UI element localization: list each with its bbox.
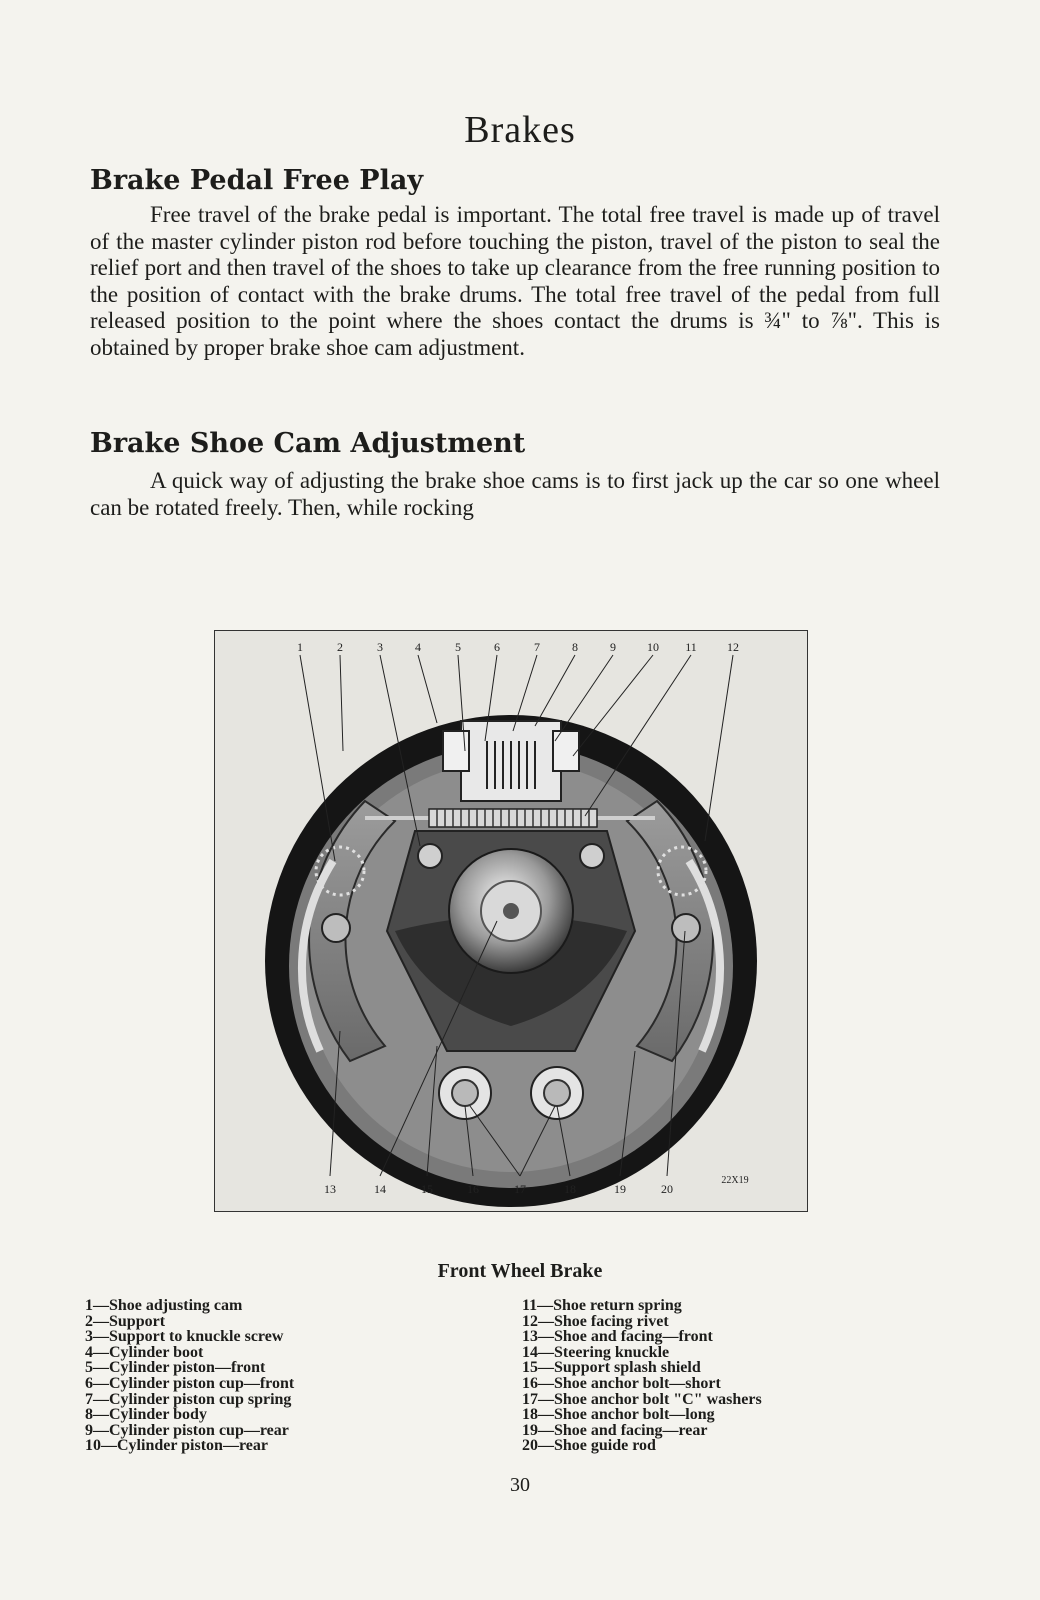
- legend-item: 2—Support: [85, 1312, 166, 1330]
- legend-left-column: [85, 1298, 294, 1454]
- figure-caption: Front Wheel Brake: [437, 1260, 603, 1282]
- callout-9: 9: [610, 640, 616, 654]
- legend-item: 7—Cylinder piston cup spring: [85, 1390, 292, 1408]
- legend-item: 5—Cylinder piston—front: [85, 1359, 266, 1377]
- paragraph-text: Free travel of the brake pedal is important. The total free travel is made up of travel of the master cylinder piston rod before touching the piston, travel of the piston to seal the relief port and then travel of the shoes to take up clearance from the free running position to the position of contact with the brake drums. The total free travel of the pedal from full released position to the point where the shoes contact the drums is ¾" to ⅞". This is obtained by proper brake shoe cam adjustment.: [90, 202, 940, 360]
- legend-item: 12—Shoe facing rivet: [522, 1312, 669, 1330]
- legend-right-column: [522, 1298, 762, 1454]
- legend-item: 9—Cylinder piston cup—rear: [85, 1421, 289, 1439]
- callout-8: 8: [572, 640, 578, 654]
- legend-item: 8—Cylinder body: [85, 1406, 207, 1424]
- paragraph-brake-shoe-cam-adjustment: [90, 468, 940, 521]
- paragraph-brake-pedal-free-play: [90, 202, 940, 362]
- legend-item: 3—Support to knuckle screw: [85, 1328, 284, 1346]
- front-wheel-brake-illustration: [214, 630, 808, 1212]
- callout-13: 13: [324, 1182, 336, 1196]
- brake-drawing: [215, 631, 807, 1211]
- legend-item: 16—Shoe anchor bolt—short: [522, 1374, 721, 1392]
- callout-18: 18: [564, 1182, 576, 1196]
- callout-19: 19: [614, 1182, 626, 1196]
- figure-code: 22X19: [721, 1175, 749, 1186]
- callout-11: 11: [685, 640, 697, 654]
- callout-14: 14: [374, 1182, 386, 1196]
- legend-item: 1—Shoe adjusting cam: [85, 1297, 243, 1314]
- shoe-return-spring: [429, 809, 597, 827]
- callout-17: 17: [514, 1182, 526, 1196]
- callout-4: 4: [415, 640, 421, 654]
- legend-item: 11—Shoe return spring: [522, 1297, 682, 1314]
- callout-10: 10: [647, 640, 659, 654]
- legend-item: 20—Shoe guide rod: [522, 1437, 656, 1455]
- paragraph-text: A quick way of adjusting the brake shoe cams is to first jack up the car so one wheel can be rotated freely. Then, while rocking: [90, 468, 940, 520]
- callout-16: 16: [467, 1182, 479, 1196]
- legend-item: 13—Shoe and facing—front: [522, 1328, 713, 1346]
- callout-12: 12: [727, 640, 739, 654]
- callout-15: 15: [421, 1182, 433, 1196]
- page-title: Brakes: [464, 109, 576, 151]
- callout-7: 7: [534, 640, 540, 654]
- heading-brake-shoe-cam-adjustment: Brake Shoe Cam Adjustment: [90, 428, 526, 459]
- legend-item: 15—Support splash shield: [522, 1359, 701, 1377]
- legend-item: 19—Shoe and facing—rear: [522, 1421, 708, 1439]
- page-number: 30: [510, 1474, 530, 1496]
- legend-item: 6—Cylinder piston cup—front: [85, 1374, 295, 1392]
- legend-item: 17—Shoe anchor bolt "C" washers: [522, 1390, 762, 1408]
- heading-brake-pedal-free-play: Brake Pedal Free Play: [90, 165, 424, 196]
- callout-3: 3: [377, 640, 383, 654]
- legend-item: 18—Shoe anchor bolt—long: [522, 1406, 715, 1424]
- callout-20: 20: [661, 1182, 673, 1196]
- callout-2: 2: [337, 640, 343, 654]
- legend-item: 14—Steering knuckle: [522, 1343, 670, 1361]
- legend-item: 10—Cylinder piston—rear: [85, 1437, 268, 1455]
- callout-1: 1: [297, 640, 303, 654]
- legend-item: 4—Cylinder boot: [85, 1343, 204, 1361]
- callout-5: 5: [455, 640, 461, 654]
- callout-6: 6: [494, 640, 500, 654]
